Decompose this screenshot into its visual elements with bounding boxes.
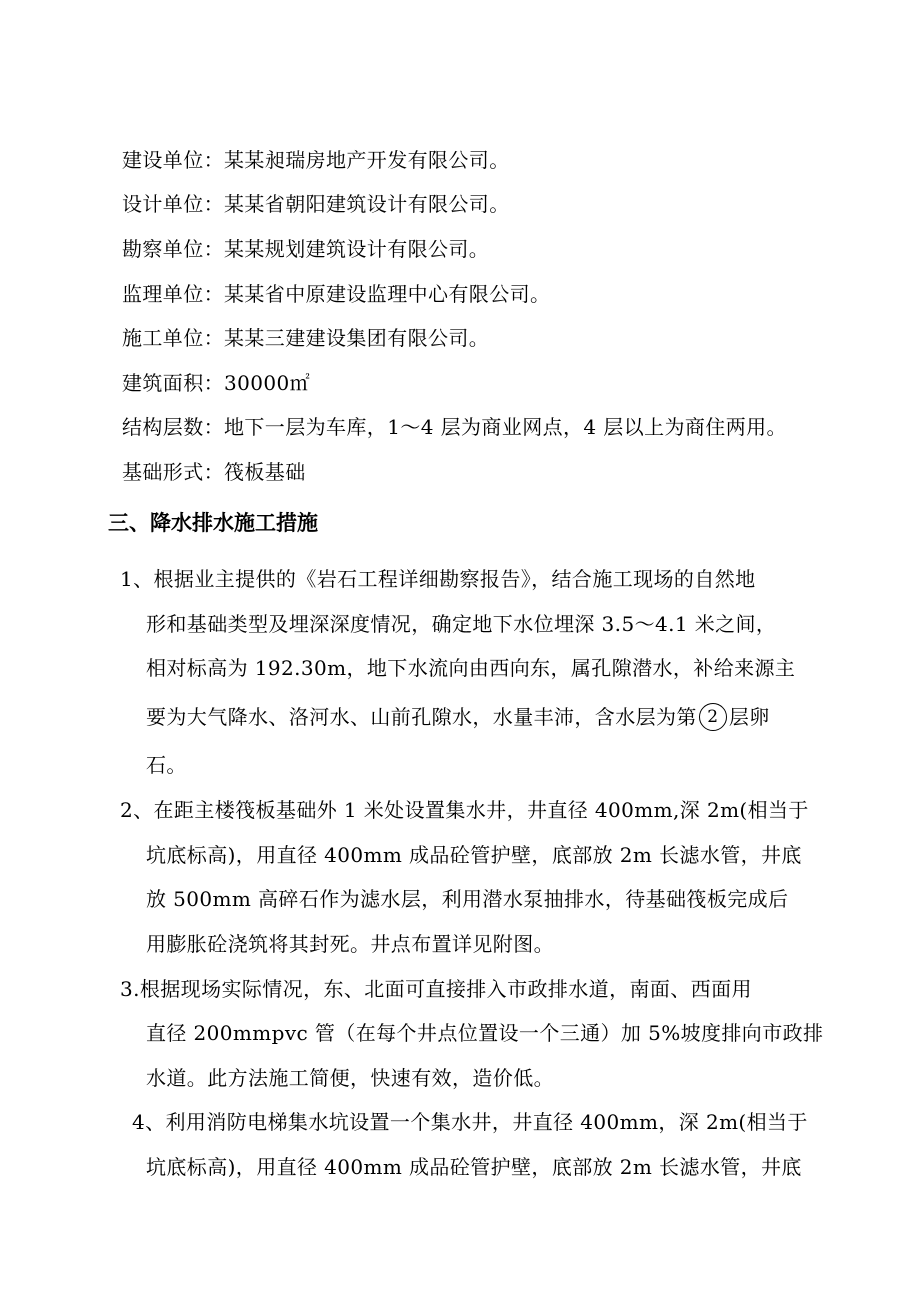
- info-value: 某某规划建筑设计有限公司。: [224, 237, 490, 261]
- info-line-construction-unit: [122, 146, 510, 174]
- section-heading: 三、降水排水施工措施: [108, 511, 318, 535]
- info-line-survey-unit: [122, 235, 489, 263]
- item-2-line-3: 放 500mm 高碎石作为滤水层，利用潜水泵抽排水，待基础筏板完成后: [146, 887, 789, 911]
- info-value: 某某省中原建设监理中心有限公司。: [224, 282, 551, 306]
- item-3-line-2: 直径 200mmpvc 管（在每个井点位置设一个三通）加 5%坡度排向市政排: [146, 1021, 824, 1045]
- item-3-line-3: 水道。此方法施工简便，快速有效，造价低。: [146, 1066, 554, 1090]
- info-value: 地下一层为车库，1～4 层为商业网点，4 层以上为商住两用。: [224, 415, 787, 439]
- info-label: 建设单位：: [122, 148, 224, 172]
- item-1-line-4: [146, 703, 770, 733]
- info-value: 某某三建建设集团有限公司。: [224, 326, 490, 350]
- info-line-contractor: [122, 324, 489, 352]
- item-2-line-2: 坑底标高)，用直径 400mm 成品砼管护壁，底部放 2m 长滤水管，井底: [146, 843, 802, 867]
- info-label: 设计单位：: [122, 192, 224, 216]
- info-value: 30000㎡: [224, 371, 311, 395]
- info-value: 某某省朝阳建筑设计有限公司。: [224, 192, 510, 216]
- item-2-line-1: 2、在距主楼筏板基础外 1 米处设置集水井，井直径 400mm,深 2m(相当于: [120, 798, 809, 822]
- info-label: 建筑面积：: [122, 371, 224, 395]
- info-label: 结构层数：: [122, 415, 224, 439]
- info-line-structure-levels: [122, 413, 787, 441]
- item-1-line-4-tail: 层卵: [728, 705, 770, 729]
- item-4-line-2: 坑底标高)，用直径 400mm 成品砼管护壁，底部放 2m 长滤水管，井底: [146, 1155, 802, 1179]
- circled-number: 2: [699, 703, 727, 731]
- info-value: 筏板基础: [224, 460, 306, 484]
- item-3-line-1: 3.根据现场实际情况，东、北面可直接排入市政排水道，南面、西面用: [120, 977, 752, 1001]
- item-1-line-4-text: 要为大气降水、洛河水、山前孔隙水，水量丰沛，含水层为第: [146, 705, 697, 729]
- item-1-line-3: 相对标高为 192.30m，地下水流向由西向东，属孔隙潜水，补给来源主: [146, 656, 796, 680]
- info-label: 施工单位：: [122, 326, 224, 350]
- info-line-foundation-type: [122, 458, 306, 486]
- info-value: 某某昶瑞房地产开发有限公司。: [224, 148, 510, 172]
- info-line-floor-area: [122, 369, 310, 397]
- item-4-line-1: 4、利用消防电梯集水坑设置一个集水井，井直径 400mm，深 2m(相当于: [132, 1110, 808, 1134]
- item-1-line-5: 石。: [146, 753, 187, 777]
- info-label: 基础形式：: [122, 460, 224, 484]
- info-line-supervision-unit: [122, 280, 550, 308]
- item-2-line-4: 用膨胀砼浇筑将其封死。井点布置详见附图。: [146, 932, 554, 956]
- item-1-line-2: 形和基础类型及埋深深度情况，确定地下水位埋深 3.5～4.1 米之间，: [146, 612, 777, 636]
- info-line-design-unit: [122, 190, 510, 218]
- info-label: 监理单位：: [122, 282, 224, 306]
- info-label: 勘察单位：: [122, 237, 224, 261]
- item-1-line-1: 1、根据业主提供的《岩石工程详细勘察报告》，结合施工现场的自然地: [120, 567, 756, 591]
